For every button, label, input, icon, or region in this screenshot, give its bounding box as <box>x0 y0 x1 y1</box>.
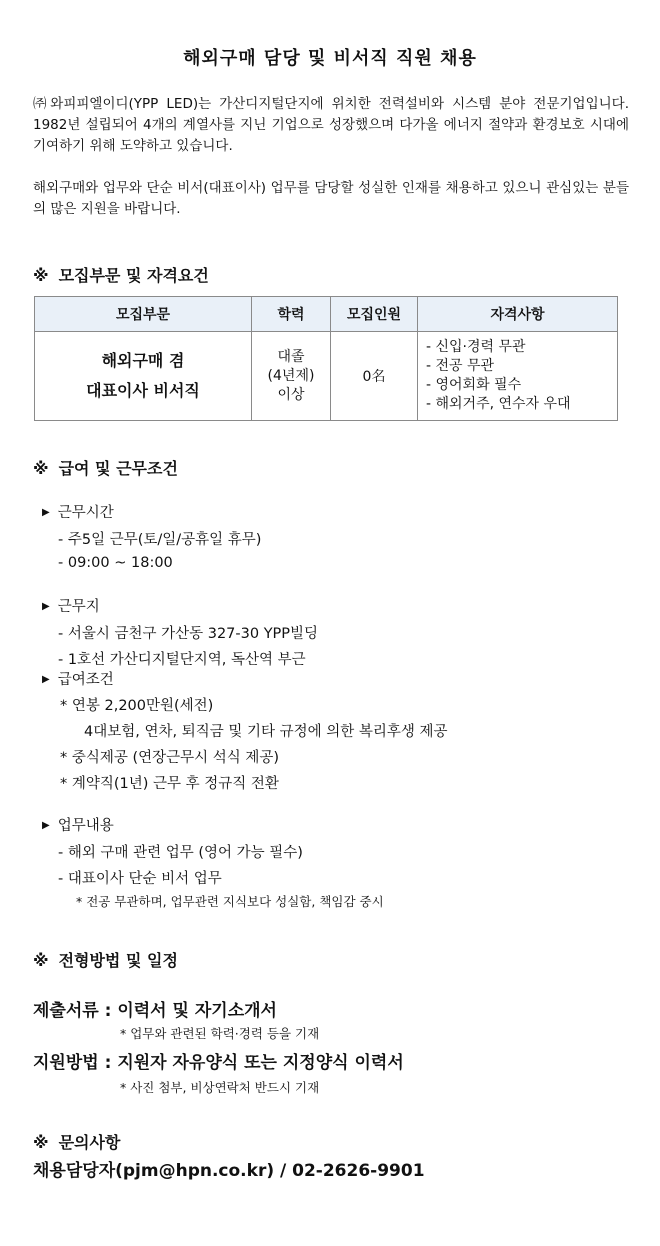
recruitment-table <box>34 296 618 421</box>
triangle-bullet-icon: ▶ <box>42 674 50 685</box>
intro-paragraph-1: ㈜와피피엘이디(YPP LED)는 가산디지털단지에 위치한 전력설비와 시스템 분야 전문기업입니다. 1982년 설립되어 4개의 계열사를 지닌 기업으로 성장했으며 다가올 에너지 절약과 환경보호 시대에 기여하기 위해 도약하고 있습니다. <box>33 96 629 154</box>
duty-title: ▶ 업무내용 <box>42 818 114 834</box>
reference-mark-icon: ※ <box>33 266 49 285</box>
reference-mark-icon: ※ <box>33 951 49 970</box>
pay-item: * 계약직(1년) 근무 후 정규직 전환 <box>60 776 279 792</box>
work-hours-item: - 주5일 근무(토/일/공휴일 휴무) <box>58 532 262 548</box>
table-header-row <box>35 297 618 332</box>
submit-documents-note: * 업무와 관련된 학력·경력 등을 기재 <box>120 1026 320 1041</box>
pay-item: * 연봉 2,200만원(세전) <box>60 698 214 714</box>
count-cell: 0名 <box>331 332 418 421</box>
section-heading-recruitment: ※ 모집부문 및 자격요건 <box>33 266 209 285</box>
reference-mark-icon: ※ <box>33 459 49 478</box>
triangle-bullet-icon: ▶ <box>42 820 50 831</box>
duty-item: - 해외 구매 관련 업무 (영어 가능 필수) <box>58 845 303 861</box>
education-cell: 대졸 (4년제) 이상 <box>252 332 331 421</box>
section-heading-inquiry: ※ 문의사항 <box>33 1133 121 1152</box>
triangle-bullet-icon: ▶ <box>42 507 50 518</box>
duty-item: - 대표이사 단순 비서 업무 <box>58 871 222 887</box>
table-header-education: 학력 <box>252 297 331 332</box>
submit-documents: 제출서류 : 이력서 및 자기소개서 <box>33 1001 277 1021</box>
table-header-qualifications: 자격사항 <box>418 297 618 332</box>
table-row <box>35 332 618 421</box>
reference-mark-icon: ※ <box>33 1133 49 1152</box>
pay-title: ▶ 급여조건 <box>42 672 114 688</box>
work-place-item: - 1호선 가산디지털단지역, 독산역 부근 <box>58 652 306 668</box>
qualification-item: - 해외거주, 연수자 우대 <box>426 396 571 412</box>
intro-paragraph-2: 해외구매와 업무와 단순 비서(대표이사) 업무를 담당할 성실한 인재를 채용하고 있으니 관심있는 분들의 많은 지원을 바랍니다. <box>33 180 629 217</box>
duty-note: * 전공 무관하며, 업무관련 지식보다 성실함, 책임감 중시 <box>76 894 384 909</box>
table-header-dept: 모집부문 <box>35 297 252 332</box>
qualification-item: - 영어회화 필수 <box>426 377 522 393</box>
qualification-item: - 전공 무관 <box>426 358 495 374</box>
triangle-bullet-icon: ▶ <box>42 601 50 612</box>
page-title: 해외구매 담당 및 비서직 직원 채용 <box>183 48 477 69</box>
table-header-count: 모집인원 <box>331 297 418 332</box>
work-place-title: ▶ 근무지 <box>42 599 100 615</box>
qualification-item: - 신입·경력 무관 <box>426 339 526 355</box>
qualifications-cell <box>418 332 618 421</box>
pay-item: * 중식제공 (연장근무시 석식 제공) <box>60 750 280 766</box>
section-heading-conditions: ※ 급여 및 근무조건 <box>33 459 178 478</box>
work-hours-title: ▶ 근무시간 <box>42 505 114 521</box>
section-heading-selection: ※ 전형방법 및 일정 <box>33 951 178 970</box>
work-hours-item: - 09:00 ~ 18:00 <box>58 555 173 571</box>
pay-item: 4대보험, 연차, 퇴직금 및 기타 규정에 의한 복리후생 제공 <box>84 724 448 740</box>
apply-method: 지원방법 : 지원자 자유양식 또는 지정양식 이력서 <box>33 1053 404 1073</box>
apply-method-note: * 사진 첨부, 비상연락처 반드시 기재 <box>120 1080 320 1095</box>
contact-info: 채용담당자(pjm@hpn.co.kr) / 02-2626-9901 <box>33 1161 425 1181</box>
work-place-item: - 서울시 금천구 가산동 327-30 YPP빌딩 <box>58 626 319 642</box>
dept-cell: 해외구매 겸 대표이사 비서직 <box>35 332 252 421</box>
